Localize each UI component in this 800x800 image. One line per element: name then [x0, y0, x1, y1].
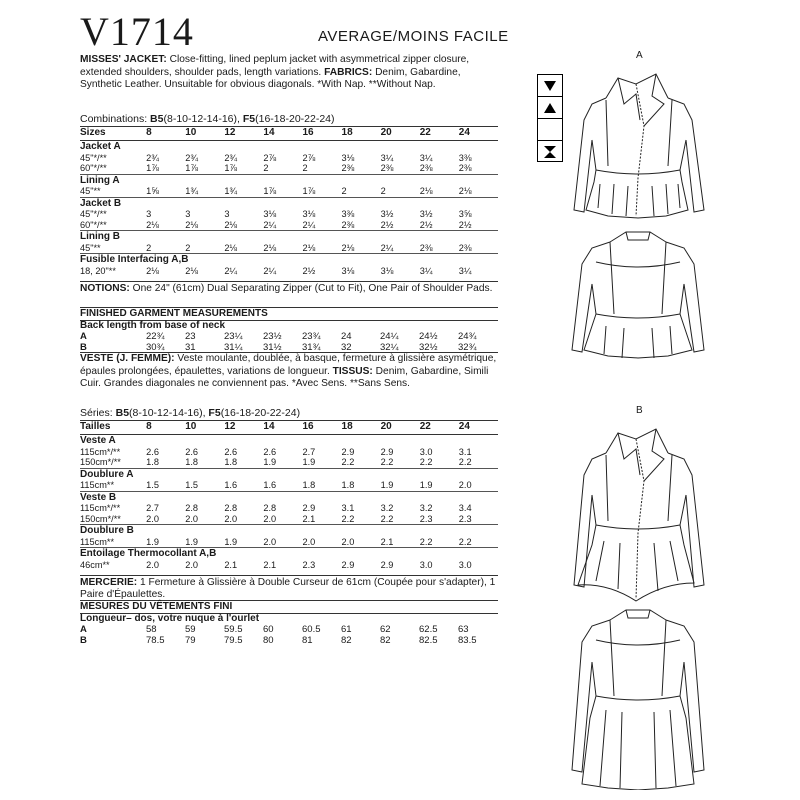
size-header-cell: 24 — [459, 127, 498, 141]
table-cell: 2 — [185, 243, 224, 254]
back-length-value: 24 — [341, 331, 352, 342]
table-cell: 2.9 — [380, 446, 394, 457]
table-cell: 3½ — [380, 209, 394, 219]
table-row — [80, 220, 498, 231]
size-header-cell: 16 — [302, 127, 341, 141]
table-cell: 2⅜ — [459, 163, 498, 174]
table-cell: 2¾ — [146, 152, 159, 163]
table-cell: 2⅛ — [263, 243, 302, 254]
group-header-row — [80, 468, 498, 480]
table-cell: 2⅜ — [459, 243, 498, 254]
table-cell: 1.9 — [420, 480, 459, 491]
back-length-value: 63 — [458, 624, 469, 635]
table-cell: 2.0 — [302, 537, 341, 548]
table-cell: 2.6 — [263, 446, 277, 457]
table-cell: 2.0 — [185, 559, 199, 570]
table-cell: 2.0 — [342, 537, 381, 548]
back-length-value: 32 — [341, 342, 352, 353]
en-notions — [80, 281, 498, 295]
view-b-label: B — [636, 405, 643, 416]
en-description-body: Close-fitting, lined peplum jacket with asymmetrical zipper closure, extended shoulders, shoulder pads, length variations. — [80, 54, 470, 78]
table-cell: 2⅜ — [342, 220, 381, 231]
table-cell: 2 — [263, 163, 302, 174]
row-label: 45"*/** — [80, 209, 107, 219]
row-label: 150cm*/** — [80, 457, 146, 468]
group-header-row — [80, 174, 498, 186]
table-cell: 1⅞ — [224, 163, 263, 174]
back-length-value: 32½ — [419, 342, 438, 353]
table-cell: 2⅛ — [146, 220, 185, 231]
table-cell: 3.0 — [458, 559, 472, 570]
back-length-value: 60.5 — [302, 624, 321, 635]
group-header-row — [80, 141, 498, 153]
table-cell: 1.8 — [146, 457, 185, 468]
group-header-row — [80, 197, 498, 209]
table-row — [80, 447, 498, 458]
group-header-row — [80, 548, 498, 560]
table-row — [80, 480, 498, 491]
table-cell: 2⅛ — [224, 243, 263, 254]
back-length-view: A — [80, 331, 87, 342]
table-cell: 2.9 — [341, 559, 355, 570]
table-cell: 2⅛ — [185, 265, 199, 276]
table-cell: 1.9 — [263, 457, 302, 468]
table-cell: 2.0 — [146, 559, 159, 570]
group-header-row — [80, 525, 498, 537]
table-cell: 2.3 — [459, 514, 498, 525]
size-header-cell: 10 — [185, 127, 224, 141]
table-cell: 3 — [224, 209, 230, 219]
row-label: 18, 20"** — [80, 265, 116, 276]
back-length-value: 30¾ — [146, 342, 165, 353]
table-cell: 2.7 — [146, 503, 159, 513]
table-row — [80, 560, 498, 571]
difficulty-label: AVERAGE/MOINS FACILE — [318, 28, 509, 45]
fr-description-title: VESTE (J. FEMME): — [80, 353, 175, 364]
group-name: Lining B — [80, 231, 120, 242]
table-cell: 2⅛ — [185, 220, 224, 231]
fr-description-body: Veste moulante, doublée, à basque, fermeture à glissière asymétrique, épaules prolongées, épaulettes, variations de longueur. — [80, 353, 497, 377]
table-cell: 2.9 — [380, 559, 394, 570]
table-row — [80, 514, 498, 525]
table-cell: 2½ — [420, 220, 459, 231]
table-cell: 3.0 — [419, 446, 433, 457]
size-header-cell: 22 — [420, 421, 459, 435]
group-name: Fusible Interfacing A,B — [80, 254, 189, 265]
table-cell: 1¾ — [185, 186, 224, 197]
table-cell: 2.2 — [381, 514, 420, 525]
back-length-value: 31¾ — [302, 342, 321, 353]
table-cell: 2.9 — [341, 446, 355, 457]
en-combo-b5: B5 — [150, 113, 164, 125]
table-cell: 3.0 — [419, 559, 433, 570]
group-name: Jacket A — [80, 141, 121, 152]
table-cell: 3¼ — [419, 152, 433, 163]
size-header-cell: 12 — [224, 127, 263, 141]
table-cell: 2¼ — [263, 220, 302, 231]
table-cell: 2.7 — [302, 446, 316, 457]
size-header-cell: 12 — [224, 421, 263, 435]
back-length-value: 31¼ — [224, 342, 243, 353]
size-header-cell: 20 — [381, 127, 420, 141]
table-cell: 1.5 — [146, 480, 185, 491]
back-length-value: 82.5 — [419, 635, 438, 646]
table-cell: 1.9 — [302, 457, 341, 468]
back-length-value: 58 — [146, 624, 157, 635]
back-length-value: 23¾ — [302, 331, 321, 342]
fr-yardage-table — [80, 420, 498, 570]
row-label: 45"*/** — [80, 152, 107, 163]
table-cell: 2.1 — [263, 559, 277, 570]
back-length-value: 24¼ — [380, 331, 399, 342]
group-name: Lining A — [80, 174, 120, 186]
table-cell: 3¼ — [458, 265, 472, 276]
table-cell: 1.9 — [185, 537, 224, 548]
table-cell: 3½ — [419, 209, 433, 219]
jacket-a-front-illustration — [548, 60, 728, 222]
back-length-row — [80, 635, 498, 646]
en-combo-b5-sizes: (8-10-12-14-16), — [163, 113, 240, 125]
fr-notions-body: 1 Fermeture à Glissière à Double Curseur de 61cm (Coupée pour s'adapter), 1 Paire d'Épaulettes. — [80, 577, 496, 600]
back-length-value: 83.5 — [458, 635, 477, 646]
table-cell: 1⅞ — [146, 163, 185, 174]
table-cell: 2 — [302, 163, 341, 174]
table-cell: 3⅛ — [341, 152, 355, 163]
size-header-label: Tailles — [80, 421, 146, 435]
table-cell: 1.9 — [146, 537, 185, 548]
back-length-value: 80 — [263, 635, 274, 646]
back-length-value: 81 — [302, 635, 313, 646]
size-header-cell: 8 — [146, 421, 185, 435]
back-length-value: 31 — [185, 342, 196, 353]
table-cell: 2⅛ — [302, 243, 341, 254]
table-cell: 2.2 — [420, 457, 459, 468]
size-header-cell: 14 — [263, 127, 302, 141]
table-cell: 2⅜ — [342, 163, 381, 174]
table-cell: 2.2 — [459, 457, 498, 468]
table-cell: 2⅜ — [420, 243, 459, 254]
table-cell: 2.8 — [263, 503, 277, 513]
table-cell: 1⅞ — [302, 186, 341, 197]
back-length-value: 23½ — [263, 331, 282, 342]
table-cell: 3⅛ — [302, 209, 316, 219]
back-length-value: 79.5 — [224, 635, 243, 646]
table-cell: 2⅛ — [224, 220, 263, 231]
group-name: Doublure A — [80, 468, 134, 480]
table-cell: 2.8 — [224, 503, 238, 513]
group-header-row — [80, 231, 498, 243]
table-cell: 3⅜ — [341, 209, 355, 219]
table-cell: 1.8 — [185, 457, 224, 468]
size-header-cell: 14 — [263, 421, 302, 435]
size-header-row — [80, 127, 498, 141]
table-cell: 3 — [185, 209, 191, 219]
back-length-value: 59.5 — [224, 624, 243, 635]
row-label: 115cm** — [80, 480, 146, 491]
fr-description — [80, 353, 498, 391]
fr-combo-b5-sizes: (8-10-12-14-16), — [129, 407, 206, 419]
back-length-value: 60 — [263, 624, 274, 635]
back-length-view: A — [80, 624, 87, 635]
back-length-value: 82 — [380, 635, 391, 646]
table-cell: 2.2 — [459, 537, 498, 548]
fr-fabrics-title: TISSUS: — [332, 365, 373, 377]
table-cell: 1⅞ — [263, 186, 302, 197]
table-cell: 2.8 — [185, 503, 199, 513]
size-header-cell: 22 — [420, 127, 459, 141]
table-cell: 2.0 — [263, 537, 302, 548]
table-cell: 2.2 — [342, 514, 381, 525]
group-name: Veste A — [80, 435, 116, 446]
back-length-value: 23 — [185, 331, 196, 342]
fr-series-label: Séries: — [80, 407, 113, 419]
en-description-title: MISSES' JACKET: — [80, 54, 167, 65]
table-row — [80, 457, 498, 468]
back-length-view: B — [80, 635, 87, 646]
table-cell: 2.6 — [146, 446, 159, 457]
group-header-row — [80, 435, 498, 447]
back-length-value: 32¼ — [380, 342, 399, 353]
table-cell: 2⅛ — [342, 243, 381, 254]
table-cell: 2¾ — [185, 152, 199, 163]
table-cell: 2.3 — [420, 514, 459, 525]
table-cell: 2 — [342, 186, 381, 197]
table-row — [80, 209, 498, 220]
en-description — [80, 54, 498, 92]
group-name: Entoilage Thermocollant A,B — [80, 548, 217, 559]
table-cell: 1.8 — [224, 457, 263, 468]
table-cell: 2⅜ — [381, 163, 420, 174]
table-row — [80, 163, 498, 174]
en-yardage-table — [80, 126, 498, 276]
table-cell: 2.2 — [381, 457, 420, 468]
en-fabrics-title: FABRICS: — [324, 66, 373, 78]
table-cell: 3⅝ — [458, 209, 472, 219]
en-notions-body: One 24" (61cm) Dual Separating Zipper (Cut to Fit), One Pair of Shoulder Pads. — [132, 283, 493, 294]
back-length-value: 32¾ — [458, 342, 477, 353]
row-label: 115cm*/** — [80, 446, 121, 457]
table-cell: 2 — [381, 186, 420, 197]
table-cell: 2.2 — [342, 457, 381, 468]
table-cell: 2.6 — [185, 446, 199, 457]
view-a-label: A — [636, 50, 643, 61]
back-length-value: 31½ — [263, 342, 282, 353]
table-cell: 2½ — [381, 220, 420, 231]
table-cell: 3.4 — [458, 503, 472, 513]
en-back-length-label: Back length from base of neck — [80, 320, 226, 331]
size-header-cell: 18 — [342, 421, 381, 435]
row-label: 115cm** — [80, 537, 146, 548]
back-length-value: 62.5 — [419, 624, 438, 635]
table-cell: 3.2 — [419, 503, 433, 513]
row-label: 45"** — [80, 186, 146, 197]
table-cell: 2¼ — [263, 265, 277, 276]
fr-notions-title: MERCERIE: — [80, 577, 138, 588]
row-label: 60"*/** — [80, 163, 146, 174]
size-header-cell: 10 — [185, 421, 224, 435]
table-cell: 2.6 — [224, 446, 238, 457]
table-cell: 2¼ — [381, 243, 420, 254]
size-header-cell: 18 — [342, 127, 381, 141]
table-cell: 3⅛ — [263, 209, 277, 219]
jacket-b-back-illustration — [548, 600, 728, 790]
size-header-cell: 20 — [381, 421, 420, 435]
table-cell: 3¼ — [419, 265, 433, 276]
table-cell: 2⅞ — [263, 152, 277, 163]
fr-fabrics-body: Denim, Gabardine, Simili Cuir. Grandes diagonales ne conviennent pas. *Avec Sens. **Sans Sens. — [80, 365, 489, 390]
table-cell: 3.1 — [458, 446, 472, 457]
table-cell: 2.1 — [224, 559, 238, 570]
jacket-b-front-illustration — [548, 415, 728, 605]
back-length-value: 78.5 — [146, 635, 165, 646]
size-header-cell: 16 — [302, 421, 341, 435]
table-cell: 2.9 — [302, 503, 316, 513]
table-cell: 2.0 — [185, 514, 224, 525]
en-finished-title: FINISHED GARMENT MEASUREMENTS — [80, 308, 268, 319]
row-label: 46cm** — [80, 559, 110, 570]
table-row — [80, 186, 498, 197]
back-length-row — [80, 331, 498, 342]
en-combinations — [80, 113, 335, 125]
table-cell: 1⅞ — [185, 163, 224, 174]
table-cell: 2⅛ — [459, 186, 498, 197]
table-cell: 3⅛ — [341, 265, 355, 276]
fr-finished-title: MESURES DU VÊTEMENTS FINI — [80, 601, 233, 612]
table-cell: 2.1 — [381, 537, 420, 548]
table-cell: 1.5 — [185, 480, 224, 491]
group-header-row — [80, 491, 498, 503]
en-fabrics-body: Denim, Gabardine, Synthetic Leather. Unsuitable for obvious diagonals. *With Nap. **Without Nap. — [80, 66, 461, 91]
back-length-value: 23¼ — [224, 331, 243, 342]
table-cell: 1.9 — [224, 537, 263, 548]
table-row — [80, 266, 498, 277]
table-cell: 2⅛ — [146, 265, 159, 276]
table-cell: 2⅜ — [420, 163, 459, 174]
fr-notions — [80, 575, 498, 601]
back-length-row — [80, 624, 498, 635]
fr-back-length-label: Longueur– dos, votre nuque à l'ourlet — [80, 613, 260, 624]
back-length-value: 22¾ — [146, 331, 165, 342]
table-cell: 3 — [146, 209, 152, 219]
en-combo-f5-sizes: (16-18-20-22-24) — [255, 113, 335, 125]
row-label: 60"*/** — [80, 220, 146, 231]
back-length-view: B — [80, 342, 87, 353]
fr-combo-f5: F5 — [208, 407, 221, 419]
en-combo-f5: F5 — [242, 113, 256, 125]
row-label: 115cm*/** — [80, 503, 121, 513]
back-length-value: 82 — [341, 635, 352, 646]
table-cell: 1¾ — [224, 186, 263, 197]
table-cell: 2.3 — [302, 559, 316, 570]
table-cell: 2¾ — [224, 152, 238, 163]
fr-combo-b5: B5 — [115, 407, 130, 419]
size-header-cell: 24 — [459, 421, 498, 435]
table-cell: 2⅞ — [302, 152, 316, 163]
table-cell: 2.2 — [420, 537, 459, 548]
table-cell: 2⅛ — [420, 186, 459, 197]
table-row — [80, 243, 498, 254]
row-label: 150cm*/** — [80, 514, 146, 525]
table-cell: 1.8 — [302, 480, 341, 491]
group-header-row — [80, 254, 498, 266]
fr-combo-f5-sizes: (16-18-20-22-24) — [220, 407, 301, 419]
table-cell: 3.2 — [380, 503, 394, 513]
back-length-value: 61 — [341, 624, 352, 635]
table-cell: 2.1 — [302, 514, 341, 525]
table-row — [80, 503, 498, 514]
table-cell: 2.0 — [263, 514, 302, 525]
back-length-value: 62 — [380, 624, 391, 635]
table-cell: 2½ — [302, 265, 316, 276]
table-cell: 1⅝ — [146, 186, 185, 197]
jacket-a-back-illustration — [548, 222, 728, 360]
table-cell: 2½ — [459, 220, 498, 231]
table-cell: 1.6 — [263, 480, 302, 491]
group-name: Veste B — [80, 491, 117, 503]
table-cell: 2.0 — [459, 480, 498, 491]
table-cell: 2 — [146, 243, 185, 254]
size-header-cell: 8 — [146, 127, 185, 141]
fr-series — [80, 407, 300, 419]
table-cell: 1.9 — [381, 480, 420, 491]
table-cell: 3⅛ — [380, 265, 394, 276]
back-length-value: 59 — [185, 624, 196, 635]
en-combinations-label: Combinations: — [80, 113, 148, 125]
size-header-label: Sizes — [80, 127, 146, 141]
table-row — [80, 153, 498, 164]
pattern-number: V1714 — [80, 9, 194, 54]
back-length-value: 79 — [185, 635, 196, 646]
back-length-value: 24¾ — [458, 331, 477, 342]
table-cell: 3¼ — [380, 152, 394, 163]
table-cell: 2.0 — [146, 514, 185, 525]
table-cell: 1.8 — [342, 480, 381, 491]
table-row — [80, 537, 498, 548]
size-header-row — [80, 421, 498, 435]
table-cell: 2.0 — [224, 514, 263, 525]
table-cell: 1.6 — [224, 480, 263, 491]
group-name: Doublure B — [80, 525, 134, 536]
table-cell: 2¼ — [302, 220, 341, 231]
table-cell: 3.1 — [341, 503, 355, 513]
group-name: Jacket B — [80, 197, 122, 209]
en-notions-title: NOTIONS: — [80, 283, 130, 294]
table-cell: 2¼ — [224, 265, 238, 276]
back-length-value: 24½ — [419, 331, 438, 342]
row-label: 45"** — [80, 243, 146, 254]
table-cell: 3⅜ — [458, 152, 472, 163]
